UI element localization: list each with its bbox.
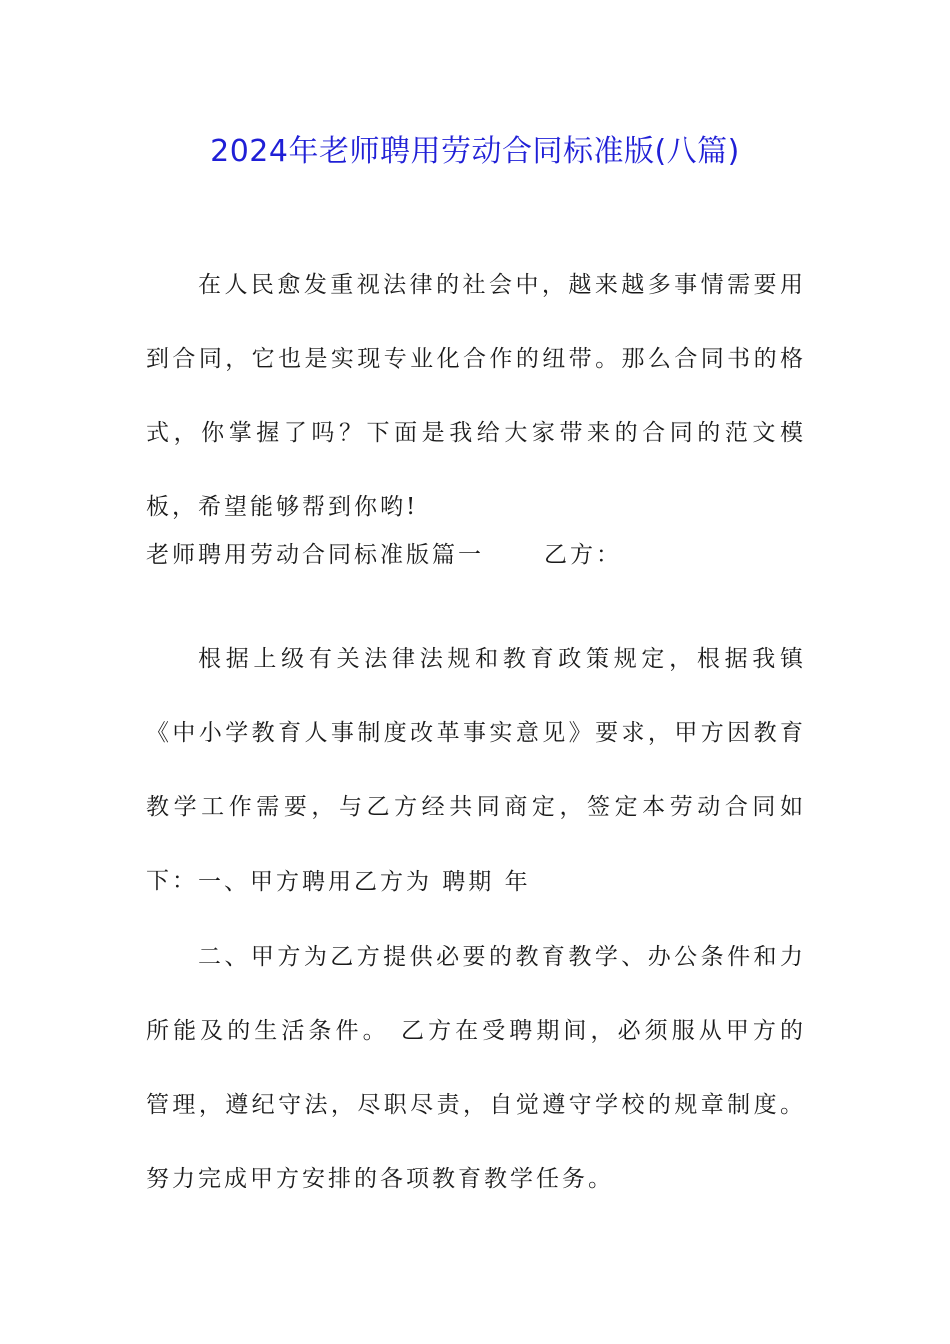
party-b-label: 乙方： xyxy=(544,542,622,568)
document-title: 2024年老师聘用劳动合同标准版(八篇) xyxy=(210,134,740,169)
clause-2: 二、甲方为乙方提供必要的教育教学、办公条件和力所能及的生活条件。 乙方在受聘期间，必须服从甲方的管理，遵纪守法，尽职尽责，自觉遵守学校的规章制度。努力完成甲方安排的各项教育教学任务。 xyxy=(146,944,806,1192)
section-heading: 老师聘用劳动合同标准版篇一 xyxy=(146,542,484,568)
basis-paragraph: 根据上级有关法律法规和教育政策规定，根据我镇《中小学教育人事制度改革事实意见》要求，甲方因教育教学工作需要，与乙方经共同商定，签定本劳动合同如下： xyxy=(146,646,806,894)
clause-1: 一、甲方聘用乙方为 聘期 年 xyxy=(198,869,531,895)
intro-paragraph: 在人民愈发重视法律的社会中，越来越多事情需要用到合同，它也是实现专业化合作的纽带。那么合同书的格式，你掌握了吗？下面是我给大家带来的合同的范文模板，希望能够帮到你哟! xyxy=(146,272,806,520)
section-heading-line xyxy=(146,518,806,592)
